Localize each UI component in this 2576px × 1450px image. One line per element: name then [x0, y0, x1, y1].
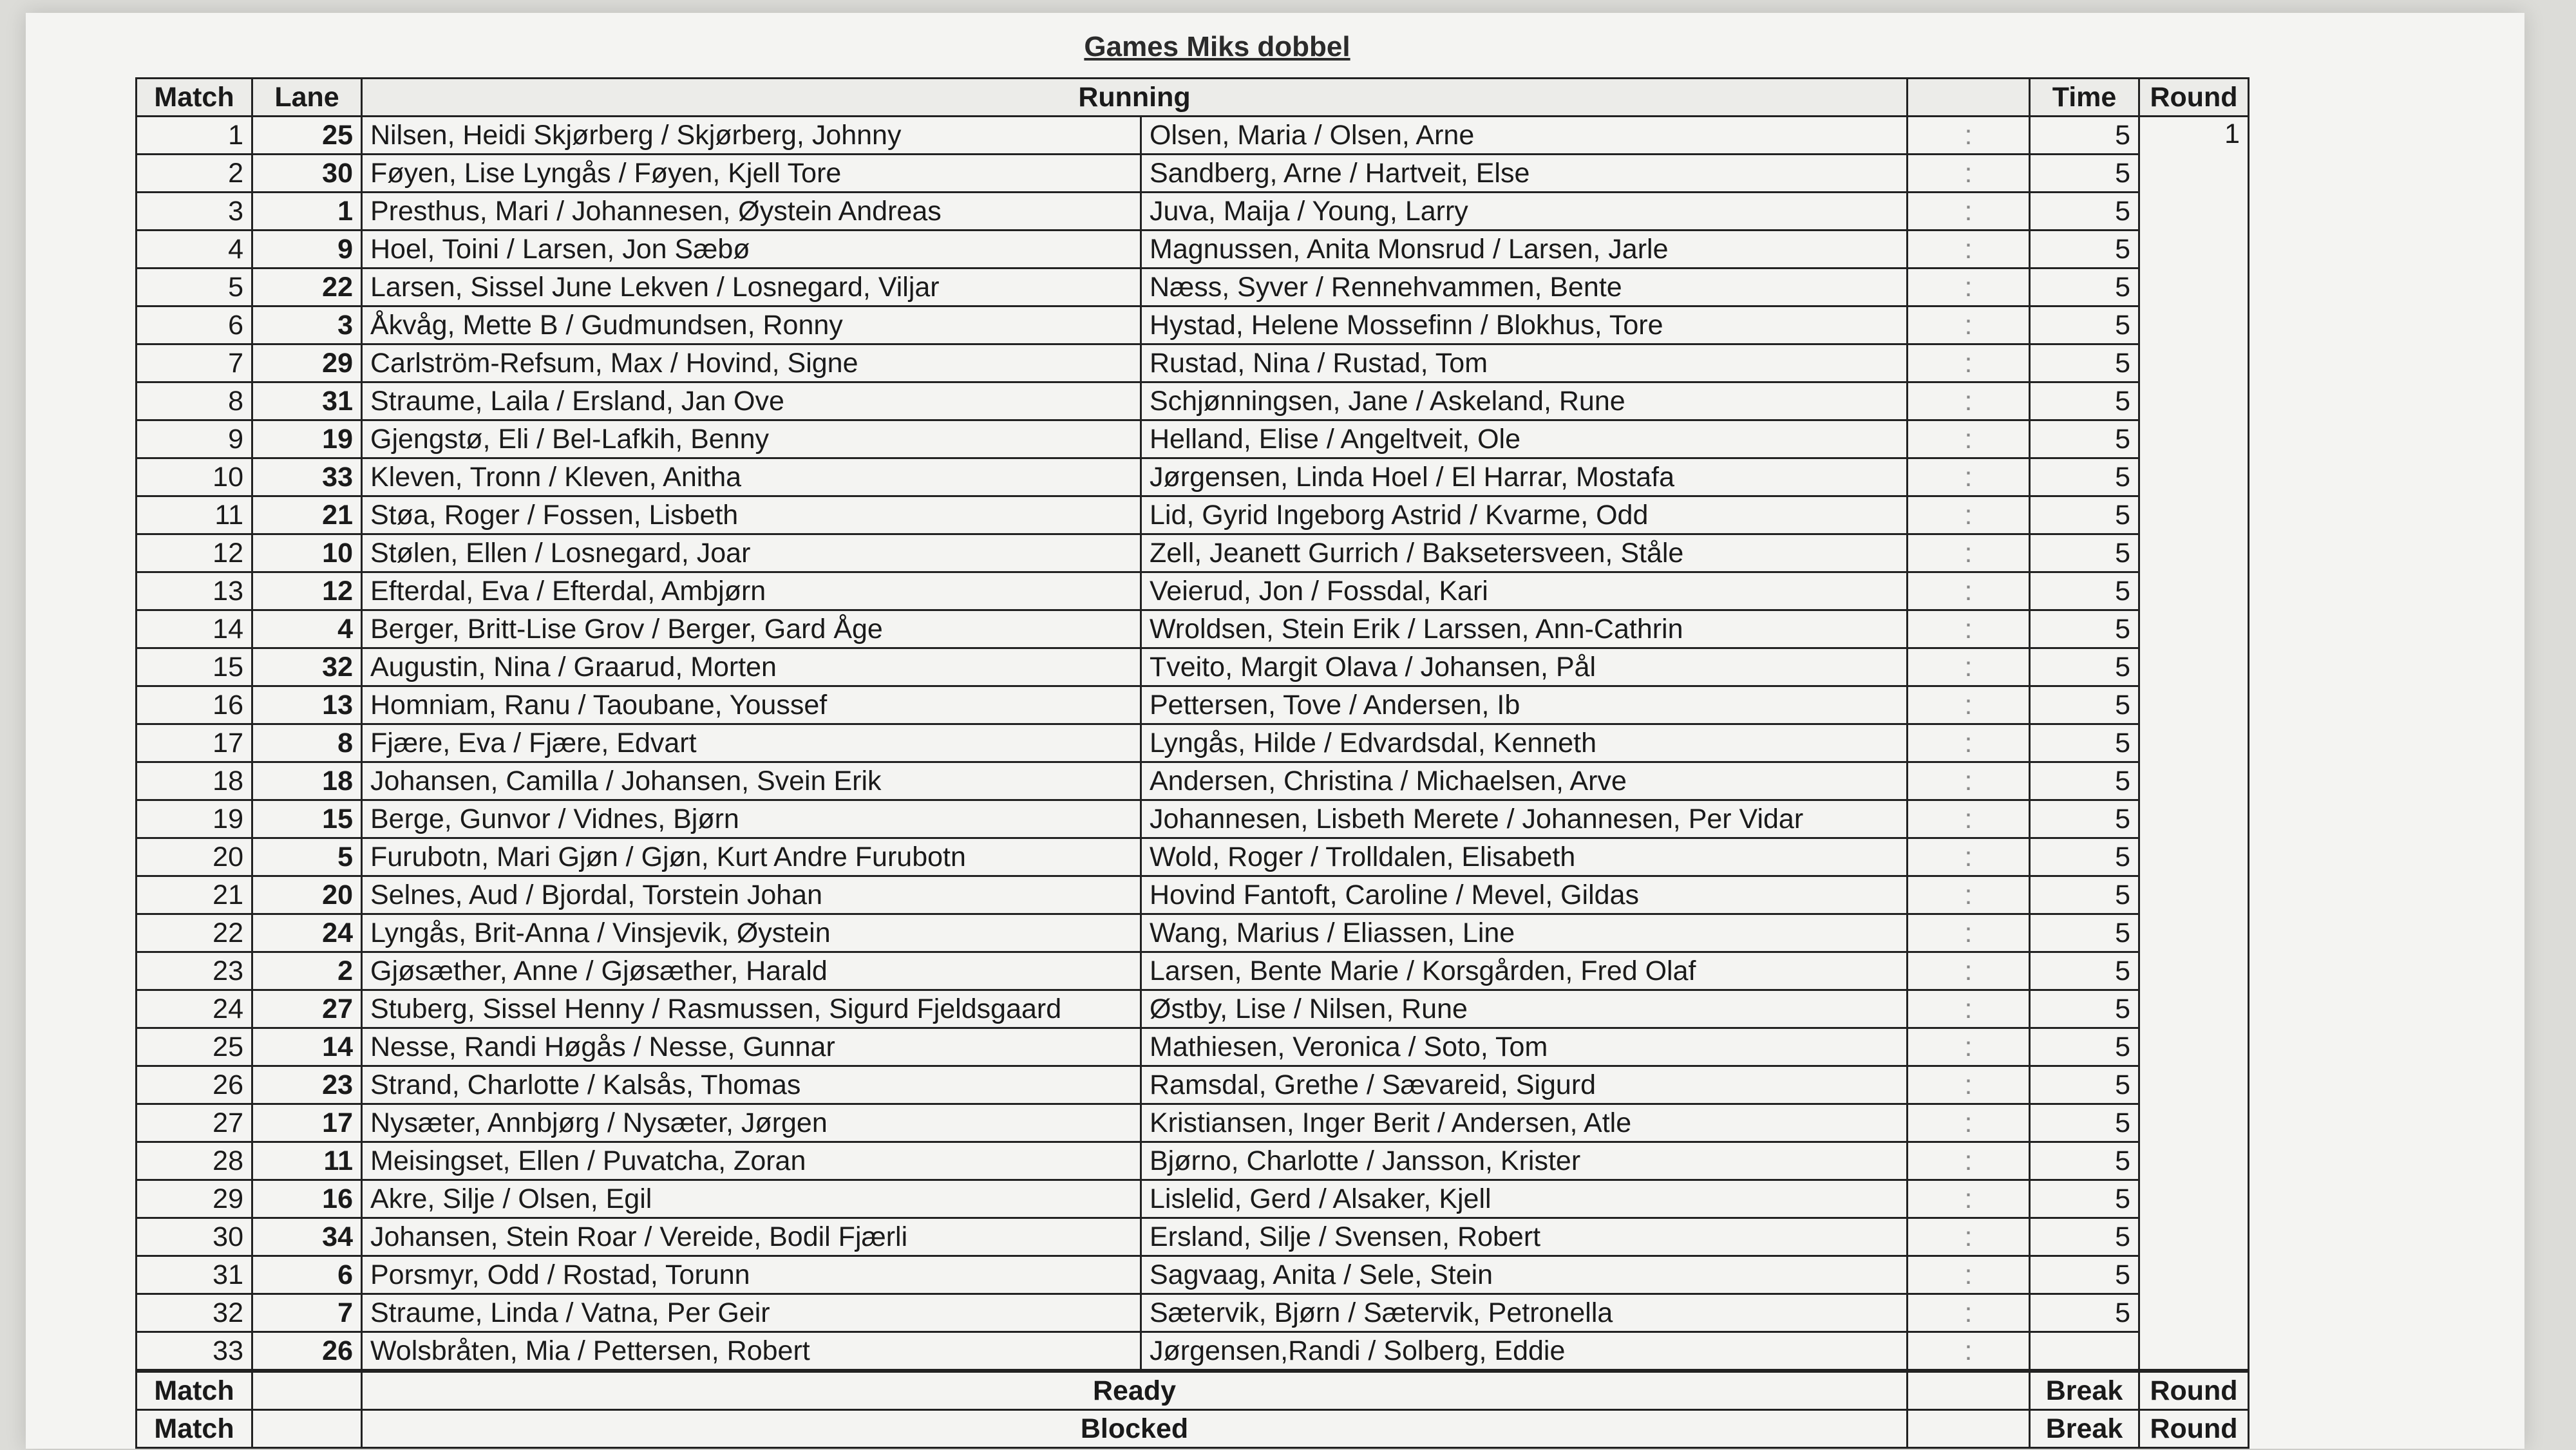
- team2-cell: Johannesen, Lisbeth Merete / Johannesen, Per Vidar: [1141, 800, 1908, 838]
- match-cell: 4: [137, 231, 252, 268]
- lane-cell: 15: [252, 800, 362, 838]
- score-cell: :: [1908, 193, 2030, 231]
- round-cell-empty: [2139, 1066, 2249, 1104]
- round-cell-empty: [2139, 610, 2249, 648]
- round-cell-empty: [2139, 193, 2249, 231]
- lane-cell: 18: [252, 762, 362, 800]
- time-cell: 5: [2030, 952, 2139, 990]
- lane-cell: 20: [252, 876, 362, 914]
- round-cell-empty: [2139, 800, 2249, 838]
- match-cell: 11: [137, 496, 252, 534]
- time-cell: 5: [2030, 572, 2139, 610]
- round-cell-empty: [2139, 648, 2249, 686]
- match-cell: 31: [137, 1256, 252, 1294]
- match-cell: 12: [137, 534, 252, 572]
- table-row: [137, 458, 2249, 496]
- team1-cell: Selnes, Aud / Bjordal, Torstein Johan: [362, 876, 1141, 914]
- score-cell: :: [1908, 648, 2030, 686]
- time-cell: 5: [2030, 382, 2139, 420]
- time-cell: 5: [2030, 990, 2139, 1028]
- score-cell: :: [1908, 990, 2030, 1028]
- lane-cell: 17: [252, 1104, 362, 1142]
- lane-cell: 12: [252, 572, 362, 610]
- schedule-table: [135, 77, 2249, 1449]
- table-row: [137, 1294, 2249, 1332]
- lane-cell: 31: [252, 382, 362, 420]
- time-cell: 5: [2030, 306, 2139, 344]
- match-cell: 1: [137, 117, 252, 155]
- lane-cell: 7: [252, 1294, 362, 1332]
- round-cell-empty: [2139, 952, 2249, 990]
- score-cell: :: [1908, 1180, 2030, 1218]
- table-row: [137, 117, 2249, 155]
- score-cell: :: [1908, 268, 2030, 306]
- team1-cell: Føyen, Lise Lyngås / Føyen, Kjell Tore: [362, 155, 1141, 193]
- footer-section: [137, 1371, 2249, 1448]
- time-cell: 5: [2030, 1180, 2139, 1218]
- team1-cell: Porsmyr, Odd / Rostad, Torunn: [362, 1256, 1141, 1294]
- blocked-score-cell: [1908, 1410, 2030, 1448]
- paper-sheet: [26, 13, 2524, 1449]
- time-cell: 5: [2030, 458, 2139, 496]
- round-cell-empty: [2139, 1104, 2249, 1142]
- ready-lane-cell: [252, 1371, 362, 1410]
- team1-cell: Berge, Gunvor / Vidnes, Bjørn: [362, 800, 1141, 838]
- round-cell-empty: [2139, 155, 2249, 193]
- team2-cell: Rustad, Nina / Rustad, Tom: [1141, 344, 1908, 382]
- team2-cell: Pettersen, Tove / Andersen, Ib: [1141, 686, 1908, 724]
- time-cell: 5: [2030, 762, 2139, 800]
- team1-cell: Lyngås, Brit-Anna / Vinsjevik, Øystein: [362, 914, 1141, 952]
- lane-cell: 6: [252, 1256, 362, 1294]
- lane-cell: 10: [252, 534, 362, 572]
- time-cell: 5: [2030, 610, 2139, 648]
- blocked-break: Break: [2030, 1410, 2139, 1448]
- score-cell: :: [1908, 1218, 2030, 1256]
- score-cell: :: [1908, 952, 2030, 990]
- team1-cell: Straume, Linda / Vatna, Per Geir: [362, 1294, 1141, 1332]
- lane-cell: 22: [252, 268, 362, 306]
- header-time: Time: [2030, 79, 2139, 117]
- round-cell-empty: [2139, 724, 2249, 762]
- match-rows: [137, 117, 2249, 1371]
- score-cell: :: [1908, 914, 2030, 952]
- match-cell: 28: [137, 1142, 252, 1180]
- round-cell-empty: [2139, 1218, 2249, 1256]
- table-row: [137, 306, 2249, 344]
- score-cell: :: [1908, 610, 2030, 648]
- round-cell-empty: [2139, 1256, 2249, 1294]
- ready-score-cell: [1908, 1371, 2030, 1410]
- time-cell: 5: [2030, 1256, 2139, 1294]
- team1-cell: Fjære, Eva / Fjære, Edvart: [362, 724, 1141, 762]
- team1-cell: Gjøsæther, Anne / Gjøsæther, Harald: [362, 952, 1141, 990]
- table-row: [137, 1180, 2249, 1218]
- lane-cell: 33: [252, 458, 362, 496]
- team1-cell: Nesse, Randi Høgås / Nesse, Gunnar: [362, 1028, 1141, 1066]
- match-cell: 15: [137, 648, 252, 686]
- round-cell-empty: [2139, 1332, 2249, 1371]
- round-cell-empty: [2139, 1142, 2249, 1180]
- team2-cell: Hovind Fantoft, Caroline / Mevel, Gildas: [1141, 876, 1908, 914]
- match-cell: 7: [137, 344, 252, 382]
- match-cell: 22: [137, 914, 252, 952]
- team1-cell: Stuberg, Sissel Henny / Rasmussen, Sigurd Fjeldsgaard: [362, 990, 1141, 1028]
- header-round: Round: [2139, 79, 2249, 117]
- team2-cell: Magnussen, Anita Monsrud / Larsen, Jarle: [1141, 231, 1908, 268]
- time-cell: 5: [2030, 914, 2139, 952]
- team1-cell: Berger, Britt-Lise Grov / Berger, Gard Åge: [362, 610, 1141, 648]
- team2-cell: Veierud, Jon / Fossdal, Kari: [1141, 572, 1908, 610]
- team2-cell: Ersland, Silje / Svensen, Robert: [1141, 1218, 1908, 1256]
- team2-cell: Andersen, Christina / Michaelsen, Arve: [1141, 762, 1908, 800]
- match-cell: 25: [137, 1028, 252, 1066]
- table-row: [137, 193, 2249, 231]
- team1-cell: Presthus, Mari / Johannesen, Øystein Andreas: [362, 193, 1141, 231]
- team2-cell: Tveito, Margit Olava / Johansen, Pål: [1141, 648, 1908, 686]
- team1-cell: Wolsbråten, Mia / Pettersen, Robert: [362, 1332, 1141, 1371]
- team2-cell: Sandberg, Arne / Hartveit, Else: [1141, 155, 1908, 193]
- match-cell: 10: [137, 458, 252, 496]
- score-cell: :: [1908, 724, 2030, 762]
- time-cell: 5: [2030, 648, 2139, 686]
- team1-cell: Straume, Laila / Ersland, Jan Ove: [362, 382, 1141, 420]
- score-cell: :: [1908, 1028, 2030, 1066]
- round-cell-empty: [2139, 572, 2249, 610]
- table-row: [137, 1028, 2249, 1066]
- score-cell: :: [1908, 686, 2030, 724]
- lane-cell: 34: [252, 1218, 362, 1256]
- table-row: [137, 382, 2249, 420]
- time-cell: 5: [2030, 876, 2139, 914]
- score-cell: :: [1908, 838, 2030, 876]
- team2-cell: Sagvaag, Anita / Sele, Stein: [1141, 1256, 1908, 1294]
- lane-cell: 19: [252, 420, 362, 458]
- header-row: [137, 79, 2249, 117]
- time-cell: 5: [2030, 496, 2139, 534]
- score-cell: :: [1908, 155, 2030, 193]
- match-cell: 19: [137, 800, 252, 838]
- team2-cell: Larsen, Bente Marie / Korsgården, Fred Olaf: [1141, 952, 1908, 990]
- score-cell: :: [1908, 762, 2030, 800]
- ready-row: [137, 1371, 2249, 1410]
- table-row: [137, 952, 2249, 990]
- table-row: [137, 155, 2249, 193]
- time-cell: 5: [2030, 1104, 2139, 1142]
- team1-cell: Johansen, Camilla / Johansen, Svein Erik: [362, 762, 1141, 800]
- round-cell-empty: [2139, 231, 2249, 268]
- lane-cell: 27: [252, 990, 362, 1028]
- time-cell: 5: [2030, 534, 2139, 572]
- round-cell-empty: [2139, 458, 2249, 496]
- time-cell: 5: [2030, 344, 2139, 382]
- lane-cell: 3: [252, 306, 362, 344]
- lane-cell: 11: [252, 1142, 362, 1180]
- lane-cell: 25: [252, 117, 362, 155]
- match-cell: 3: [137, 193, 252, 231]
- time-cell: 5: [2030, 420, 2139, 458]
- match-cell: 21: [137, 876, 252, 914]
- time-cell: [2030, 1332, 2139, 1371]
- score-cell: :: [1908, 382, 2030, 420]
- team1-cell: Akre, Silje / Olsen, Egil: [362, 1180, 1141, 1218]
- match-cell: 16: [137, 686, 252, 724]
- team1-cell: Furubotn, Mari Gjøn / Gjøn, Kurt Andre Furubotn: [362, 838, 1141, 876]
- match-cell: 8: [137, 382, 252, 420]
- match-cell: 24: [137, 990, 252, 1028]
- lane-cell: 24: [252, 914, 362, 952]
- table-row: [137, 1104, 2249, 1142]
- match-cell: 29: [137, 1180, 252, 1218]
- round-cell-empty: [2139, 876, 2249, 914]
- lane-cell: 23: [252, 1066, 362, 1104]
- time-cell: 5: [2030, 155, 2139, 193]
- blocked-lane-cell: [252, 1410, 362, 1448]
- score-cell: :: [1908, 1142, 2030, 1180]
- sheet-title: Games Miks dobbel: [1084, 31, 1350, 62]
- round-cell-empty: [2139, 496, 2249, 534]
- header-running: Running: [362, 79, 1908, 117]
- team1-cell: Stølen, Ellen / Losnegard, Joar: [362, 534, 1141, 572]
- match-cell: 14: [137, 610, 252, 648]
- team1-cell: Larsen, Sissel June Lekven / Losnegard, Viljar: [362, 268, 1141, 306]
- lane-cell: 13: [252, 686, 362, 724]
- table-row: [137, 572, 2249, 610]
- match-cell: 32: [137, 1294, 252, 1332]
- time-cell: 5: [2030, 724, 2139, 762]
- time-cell: 5: [2030, 1294, 2139, 1332]
- time-cell: 5: [2030, 1142, 2139, 1180]
- score-cell: :: [1908, 231, 2030, 268]
- team2-cell: Wang, Marius / Eliassen, Line: [1141, 914, 1908, 952]
- ready-match-label: Match: [137, 1371, 252, 1410]
- team1-cell: Strand, Charlotte / Kalsås, Thomas: [362, 1066, 1141, 1104]
- table-row: [137, 268, 2249, 306]
- table-row: [137, 1218, 2249, 1256]
- round-cell-empty: [2139, 990, 2249, 1028]
- table-row: [137, 344, 2249, 382]
- table-row: [137, 990, 2249, 1028]
- blocked-label: Blocked: [362, 1410, 1908, 1448]
- round-cell-empty: [2139, 420, 2249, 458]
- match-cell: 18: [137, 762, 252, 800]
- blocked-round: Round: [2139, 1410, 2249, 1448]
- team1-cell: Homniam, Ranu / Taoubane, Youssef: [362, 686, 1141, 724]
- match-cell: 2: [137, 155, 252, 193]
- ready-break: Break: [2030, 1371, 2139, 1410]
- lane-cell: 16: [252, 1180, 362, 1218]
- team1-cell: Efterdal, Eva / Efterdal, Ambjørn: [362, 572, 1141, 610]
- time-cell: 5: [2030, 117, 2139, 155]
- round-cell-empty: [2139, 382, 2249, 420]
- time-cell: 5: [2030, 800, 2139, 838]
- lane-cell: 9: [252, 231, 362, 268]
- table-row: [137, 1332, 2249, 1371]
- lane-cell: 1: [252, 193, 362, 231]
- time-cell: 5: [2030, 838, 2139, 876]
- lane-cell: 30: [252, 155, 362, 193]
- match-cell: 27: [137, 1104, 252, 1142]
- team2-cell: Wold, Roger / Trolldalen, Elisabeth: [1141, 838, 1908, 876]
- score-cell: :: [1908, 1294, 2030, 1332]
- team1-cell: Nysæter, Annbjørg / Nysæter, Jørgen: [362, 1104, 1141, 1142]
- time-cell: 5: [2030, 1218, 2139, 1256]
- team2-cell: Jørgensen, Linda Hoel / El Harrar, Mostafa: [1141, 458, 1908, 496]
- match-cell: 23: [137, 952, 252, 990]
- lane-cell: 2: [252, 952, 362, 990]
- match-cell: 5: [137, 268, 252, 306]
- table-row: [137, 534, 2249, 572]
- time-cell: 5: [2030, 686, 2139, 724]
- team2-cell: Mathiesen, Veronica / Soto, Tom: [1141, 1028, 1908, 1066]
- team2-cell: Kristiansen, Inger Berit / Andersen, Atle: [1141, 1104, 1908, 1142]
- lane-cell: 32: [252, 648, 362, 686]
- team2-cell: Helland, Elise / Angeltveit, Ole: [1141, 420, 1908, 458]
- team1-cell: Hoel, Toini / Larsen, Jon Sæbø: [362, 231, 1141, 268]
- round-cell-empty: [2139, 344, 2249, 382]
- score-cell: :: [1908, 420, 2030, 458]
- time-cell: 5: [2030, 231, 2139, 268]
- round-cell-empty: [2139, 838, 2249, 876]
- score-cell: :: [1908, 117, 2030, 155]
- header-match: Match: [137, 79, 252, 117]
- match-cell: 6: [137, 306, 252, 344]
- ready-round: Round: [2139, 1371, 2249, 1410]
- team2-cell: Østby, Lise / Nilsen, Rune: [1141, 990, 1908, 1028]
- round-cell-empty: [2139, 762, 2249, 800]
- match-cell: 13: [137, 572, 252, 610]
- table-row: [137, 876, 2249, 914]
- lane-cell: 26: [252, 1332, 362, 1371]
- team2-cell: Bjørno, Charlotte / Jansson, Krister: [1141, 1142, 1908, 1180]
- score-cell: :: [1908, 344, 2030, 382]
- team1-cell: Støa, Roger / Fossen, Lisbeth: [362, 496, 1141, 534]
- team2-cell: Hystad, Helene Mossefinn / Blokhus, Tore: [1141, 306, 1908, 344]
- score-cell: :: [1908, 1332, 2030, 1371]
- team2-cell: Juva, Maija / Young, Larry: [1141, 193, 1908, 231]
- ready-label: Ready: [362, 1371, 1908, 1410]
- round-cell: 1: [2139, 117, 2249, 155]
- score-cell: :: [1908, 1104, 2030, 1142]
- score-cell: :: [1908, 534, 2030, 572]
- round-cell-empty: [2139, 306, 2249, 344]
- team1-cell: Augustin, Nina / Graarud, Morten: [362, 648, 1141, 686]
- table-row: [137, 231, 2249, 268]
- score-cell: :: [1908, 496, 2030, 534]
- time-cell: 5: [2030, 1066, 2139, 1104]
- table-row: [137, 914, 2249, 952]
- lane-cell: 5: [252, 838, 362, 876]
- round-cell-empty: [2139, 1294, 2249, 1332]
- table-row: [137, 762, 2249, 800]
- match-cell: 17: [137, 724, 252, 762]
- round-cell-empty: [2139, 914, 2249, 952]
- team1-cell: Åkvåg, Mette B / Gudmundsen, Ronny: [362, 306, 1141, 344]
- lane-cell: 14: [252, 1028, 362, 1066]
- lane-cell: 4: [252, 610, 362, 648]
- round-cell-empty: [2139, 686, 2249, 724]
- team1-cell: Nilsen, Heidi Skjørberg / Skjørberg, Johnny: [362, 117, 1141, 155]
- team2-cell: Zell, Jeanett Gurrich / Baksetersveen, Ståle: [1141, 534, 1908, 572]
- team2-cell: Jørgensen,Randi / Solberg, Eddie: [1141, 1332, 1908, 1371]
- round-cell-empty: [2139, 1028, 2249, 1066]
- table-row: [137, 686, 2249, 724]
- blocked-row: [137, 1410, 2249, 1448]
- time-cell: 5: [2030, 1028, 2139, 1066]
- header-lane: Lane: [252, 79, 362, 117]
- score-cell: :: [1908, 876, 2030, 914]
- lane-cell: 8: [252, 724, 362, 762]
- round-cell-empty: [2139, 268, 2249, 306]
- team1-cell: Gjengstø, Eli / Bel-Lafkih, Benny: [362, 420, 1141, 458]
- table-row: [137, 838, 2249, 876]
- match-cell: 20: [137, 838, 252, 876]
- table-row: [137, 1142, 2249, 1180]
- team1-cell: Carlström-Refsum, Max / Hovind, Signe: [362, 344, 1141, 382]
- match-cell: 30: [137, 1218, 252, 1256]
- team1-cell: Johansen, Stein Roar / Vereide, Bodil Fjærli: [362, 1218, 1141, 1256]
- team2-cell: Lid, Gyrid Ingeborg Astrid / Kvarme, Odd: [1141, 496, 1908, 534]
- score-cell: :: [1908, 572, 2030, 610]
- table-row: [137, 496, 2249, 534]
- table-row: [137, 1066, 2249, 1104]
- score-cell: :: [1908, 800, 2030, 838]
- match-cell: 26: [137, 1066, 252, 1104]
- score-cell: :: [1908, 1256, 2030, 1294]
- lane-cell: 21: [252, 496, 362, 534]
- blocked-match-label: Match: [137, 1410, 252, 1448]
- score-cell: :: [1908, 306, 2030, 344]
- team1-cell: Kleven, Tronn / Kleven, Anitha: [362, 458, 1141, 496]
- score-cell: :: [1908, 1066, 2030, 1104]
- team2-cell: Sætervik, Bjørn / Sætervik, Petronella: [1141, 1294, 1908, 1332]
- team2-cell: Olsen, Maria / Olsen, Arne: [1141, 117, 1908, 155]
- lane-cell: 29: [252, 344, 362, 382]
- team2-cell: Lyngås, Hilde / Edvardsdal, Kenneth: [1141, 724, 1908, 762]
- team2-cell: Wroldsen, Stein Erik / Larssen, Ann-Cathrin: [1141, 610, 1908, 648]
- team2-cell: Lislelid, Gerd / Alsaker, Kjell: [1141, 1180, 1908, 1218]
- match-cell: 9: [137, 420, 252, 458]
- table-row: [137, 420, 2249, 458]
- table-row: [137, 648, 2249, 686]
- match-cell: 33: [137, 1332, 252, 1371]
- team2-cell: Schjønningsen, Jane / Askeland, Rune: [1141, 382, 1908, 420]
- header-score: [1908, 79, 2030, 117]
- round-cell-empty: [2139, 534, 2249, 572]
- team2-cell: Næss, Syver / Rennehvammen, Bente: [1141, 268, 1908, 306]
- table-row: [137, 1256, 2249, 1294]
- table-row: [137, 800, 2249, 838]
- score-cell: :: [1908, 458, 2030, 496]
- round-cell-empty: [2139, 1180, 2249, 1218]
- team1-cell: Meisingset, Ellen / Puvatcha, Zoran: [362, 1142, 1141, 1180]
- team2-cell: Ramsdal, Grethe / Sævareid, Sigurd: [1141, 1066, 1908, 1104]
- table-row: [137, 724, 2249, 762]
- table-row: [137, 610, 2249, 648]
- time-cell: 5: [2030, 193, 2139, 231]
- time-cell: 5: [2030, 268, 2139, 306]
